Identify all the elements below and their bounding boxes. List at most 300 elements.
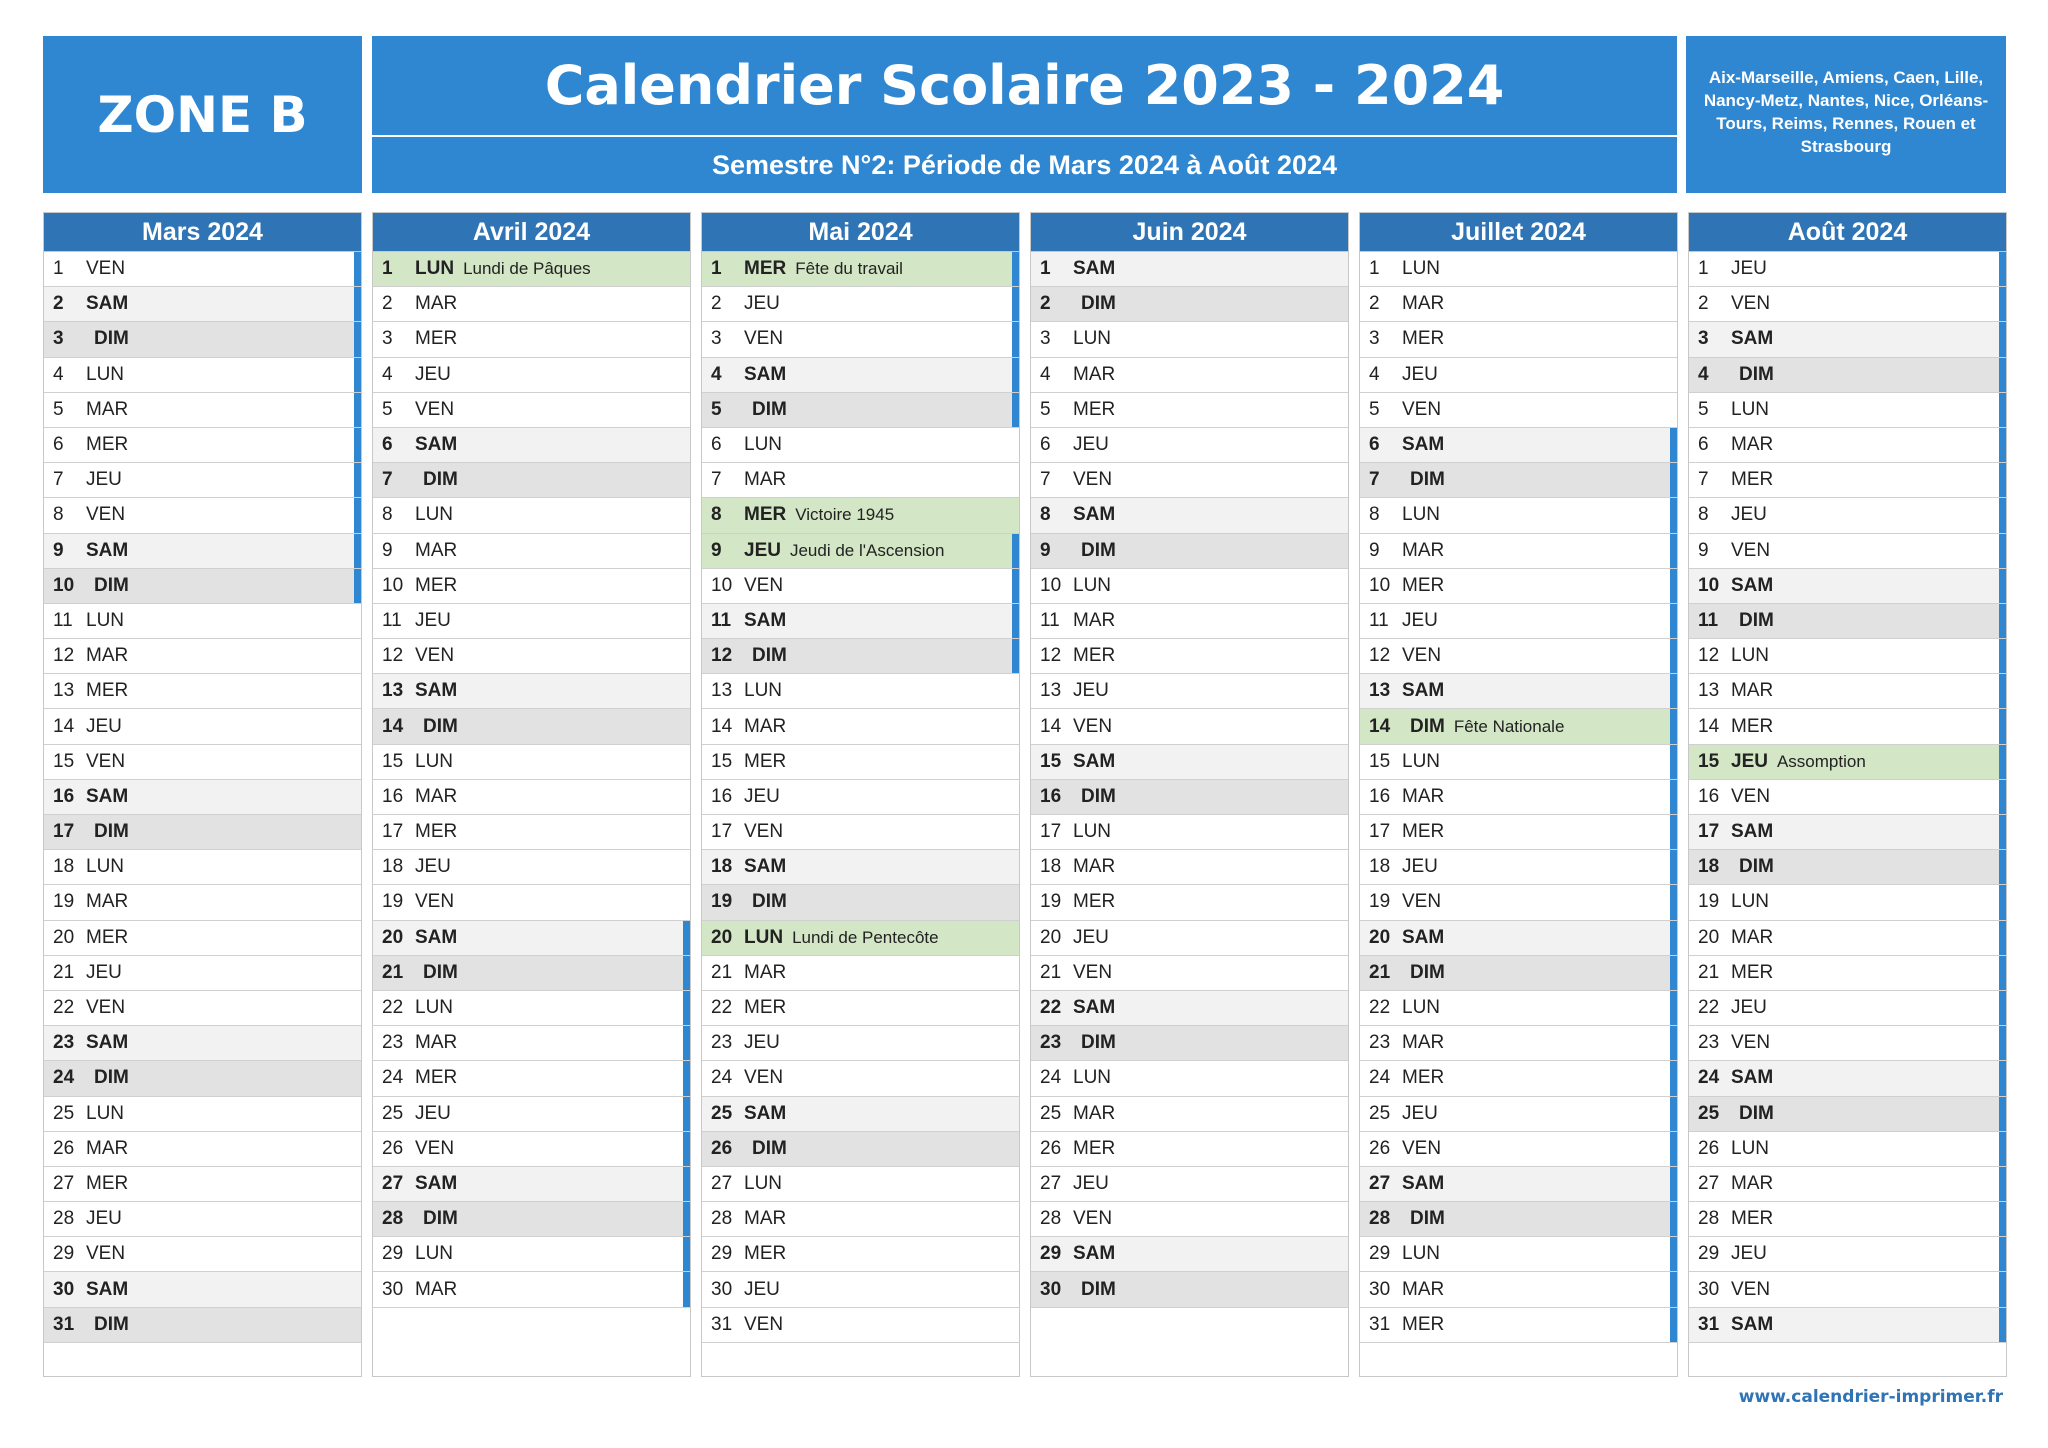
weekday-name: SAM xyxy=(1402,434,1445,456)
day-row xyxy=(1689,1097,2006,1132)
month-header: Août 2024 xyxy=(1689,213,2006,252)
weekday-name: JEU xyxy=(415,363,451,385)
day-row xyxy=(1360,1061,1677,1096)
weekday-name: LUN xyxy=(1402,997,1441,1019)
weekday-name: DIM xyxy=(94,1067,129,1089)
day-number: 28 xyxy=(53,1208,75,1230)
day-row xyxy=(1689,674,2006,709)
weekday-name: VEN xyxy=(415,645,455,667)
weekday-name: LUN xyxy=(1073,328,1112,350)
day-number: 6 xyxy=(382,434,393,456)
day-number: 28 xyxy=(711,1208,733,1230)
day-row xyxy=(44,604,361,639)
weekday-name: MER xyxy=(1731,715,1774,737)
day-number: 16 xyxy=(1369,785,1391,807)
day-row xyxy=(44,850,361,885)
day-row xyxy=(702,1097,1019,1132)
day-number: 19 xyxy=(711,891,733,913)
day-number: 15 xyxy=(711,750,733,772)
day-number: 31 xyxy=(711,1313,733,1335)
day-number: 21 xyxy=(711,961,733,983)
day-number: 9 xyxy=(53,539,64,561)
day-row xyxy=(373,1272,690,1307)
weekday-name: JEU xyxy=(1402,609,1438,631)
weekday-name: LUN xyxy=(1402,258,1441,280)
day-row xyxy=(1360,463,1677,498)
weekday-name: LUN xyxy=(86,609,125,631)
website-link[interactable]: www.calendrier-imprimer.fr xyxy=(1738,1387,2003,1407)
weekday-name: MAR xyxy=(1073,856,1116,878)
weekday-name: LUN xyxy=(415,750,454,772)
weekday-name: VEN xyxy=(1073,961,1113,983)
day-row xyxy=(1031,850,1348,885)
weekday-name: DIM xyxy=(1410,1208,1445,1230)
day-number: 7 xyxy=(711,469,722,491)
day-number: 4 xyxy=(1698,363,1709,385)
day-row xyxy=(1689,885,2006,920)
day-row xyxy=(373,1167,690,1202)
day-row xyxy=(1689,1167,2006,1202)
day-number: 1 xyxy=(1369,258,1380,280)
weekday-name: LUN xyxy=(1402,504,1441,526)
day-row xyxy=(1031,569,1348,604)
day-row xyxy=(1031,1061,1348,1096)
weekday-name: SAM xyxy=(1402,926,1445,948)
day-row xyxy=(1360,639,1677,674)
day-row xyxy=(1689,463,2006,498)
day-row xyxy=(44,569,361,604)
day-number: 13 xyxy=(711,680,733,702)
day-row xyxy=(1360,1132,1677,1167)
day-number: 9 xyxy=(1040,539,1051,561)
weekday-name: SAM xyxy=(86,293,129,315)
weekday-name: DIM xyxy=(1081,539,1116,561)
weekday-name: DIM xyxy=(423,961,458,983)
day-number: 16 xyxy=(1040,785,1062,807)
day-row xyxy=(702,358,1019,393)
day-row xyxy=(1031,1167,1348,1202)
day-number: 29 xyxy=(382,1243,404,1265)
weekday-name: LUN xyxy=(744,926,784,948)
day-number: 6 xyxy=(53,434,64,456)
day-number: 2 xyxy=(1698,293,1709,315)
day-number: 20 xyxy=(711,926,733,948)
zone-label: ZONE B xyxy=(43,36,362,193)
weekday-name: VEN xyxy=(1402,398,1442,420)
day-number: 10 xyxy=(711,574,733,596)
day-number: 18 xyxy=(1040,856,1062,878)
day-row xyxy=(1689,358,2006,393)
month-column xyxy=(372,212,691,1377)
weekday-name: SAM xyxy=(86,785,129,807)
day-row xyxy=(702,956,1019,991)
weekday-name: JEU xyxy=(86,469,122,491)
weekday-name: MAR xyxy=(1073,609,1116,631)
day-row xyxy=(373,1061,690,1096)
day-row xyxy=(1031,991,1348,1026)
month-column xyxy=(43,212,362,1377)
day-number: 8 xyxy=(1698,504,1709,526)
day-row xyxy=(1031,815,1348,850)
day-row xyxy=(44,709,361,744)
day-row xyxy=(702,1272,1019,1307)
day-number: 18 xyxy=(53,856,75,878)
day-row xyxy=(1031,1202,1348,1237)
day-row xyxy=(1689,709,2006,744)
day-row xyxy=(1031,674,1348,709)
day-row xyxy=(44,1026,361,1061)
weekday-name: DIM xyxy=(1081,1032,1116,1054)
weekday-name: JEU xyxy=(1731,258,1767,280)
weekday-name: MAR xyxy=(415,1278,458,1300)
day-number: 15 xyxy=(382,750,404,772)
day-number: 14 xyxy=(1040,715,1062,737)
weekday-name: VEN xyxy=(1402,1137,1442,1159)
weekday-name: LUN xyxy=(86,1102,125,1124)
day-number: 8 xyxy=(53,504,64,526)
day-number: 30 xyxy=(1369,1278,1391,1300)
weekday-name: JEU xyxy=(1731,750,1768,772)
weekday-name: VEN xyxy=(86,258,126,280)
day-row xyxy=(1689,956,2006,991)
day-row xyxy=(702,921,1019,956)
day-number: 22 xyxy=(382,997,404,1019)
day-row xyxy=(1689,780,2006,815)
weekday-name: MAR xyxy=(1073,1102,1116,1124)
weekday-name: VEN xyxy=(1731,1032,1771,1054)
day-number: 18 xyxy=(711,856,733,878)
day-row xyxy=(1031,1097,1348,1132)
day-row xyxy=(702,709,1019,744)
day-row xyxy=(44,885,361,920)
day-number: 11 xyxy=(1369,609,1389,631)
day-row xyxy=(373,991,690,1026)
day-row xyxy=(373,921,690,956)
weekday-name: LUN xyxy=(86,363,125,385)
day-number: 22 xyxy=(1040,997,1062,1019)
month-column xyxy=(1030,212,1349,1377)
day-row xyxy=(1360,534,1677,569)
day-row xyxy=(1360,956,1677,991)
day-number: 6 xyxy=(1698,434,1709,456)
day-number: 12 xyxy=(53,645,75,667)
day-row xyxy=(1031,709,1348,744)
weekday-name: MAR xyxy=(415,293,458,315)
day-number: 12 xyxy=(382,645,404,667)
day-row xyxy=(1689,287,2006,322)
day-row xyxy=(44,252,361,287)
weekday-name: MAR xyxy=(86,645,129,667)
month-header: Juillet 2024 xyxy=(1360,213,1677,252)
weekday-name: JEU xyxy=(744,785,780,807)
day-number: 6 xyxy=(1040,434,1051,456)
day-number: 7 xyxy=(1698,469,1709,491)
weekday-name: MER xyxy=(1073,645,1116,667)
day-number: 18 xyxy=(1698,856,1720,878)
day-row xyxy=(1360,1237,1677,1272)
weekday-name: VEN xyxy=(1073,715,1113,737)
day-number: 20 xyxy=(382,926,404,948)
day-number: 12 xyxy=(1040,645,1062,667)
weekday-name: DIM xyxy=(94,821,129,843)
day-row xyxy=(1360,252,1677,287)
weekday-name: DIM xyxy=(752,1137,787,1159)
day-number: 11 xyxy=(382,609,402,631)
weekday-name: VEN xyxy=(744,328,784,350)
weekday-name: MAR xyxy=(86,891,129,913)
day-row xyxy=(702,1308,1019,1343)
day-number: 10 xyxy=(382,574,404,596)
day-row xyxy=(1360,1308,1677,1343)
day-number: 9 xyxy=(711,539,722,561)
weekday-name: DIM xyxy=(1081,293,1116,315)
day-row xyxy=(1031,604,1348,639)
day-row xyxy=(373,1202,690,1237)
day-number: 13 xyxy=(53,680,75,702)
day-number: 28 xyxy=(1369,1208,1391,1230)
weekday-name: DIM xyxy=(1739,856,1774,878)
day-number: 4 xyxy=(711,363,722,385)
weekday-name: VEN xyxy=(744,574,784,596)
day-row xyxy=(1689,921,2006,956)
day-number: 12 xyxy=(1698,645,1720,667)
day-row xyxy=(1689,322,2006,357)
weekday-name: LUN xyxy=(1073,1067,1112,1089)
weekday-name: DIM xyxy=(423,715,458,737)
day-number: 30 xyxy=(382,1278,404,1300)
day-number: 3 xyxy=(382,328,393,350)
day-number: 29 xyxy=(1040,1243,1062,1265)
day-number: 31 xyxy=(1698,1313,1720,1335)
weekday-name: LUN xyxy=(1731,398,1770,420)
day-row xyxy=(702,1026,1019,1061)
weekday-name: VEN xyxy=(415,398,455,420)
day-number: 5 xyxy=(53,398,64,420)
day-row xyxy=(373,534,690,569)
weekday-name: SAM xyxy=(1402,1172,1445,1194)
day-number: 15 xyxy=(1040,750,1062,772)
weekday-name: LUN xyxy=(415,997,454,1019)
weekday-name: MER xyxy=(415,1067,458,1089)
day-number: 31 xyxy=(1369,1313,1391,1335)
day-number: 28 xyxy=(1698,1208,1720,1230)
day-number: 29 xyxy=(1369,1243,1391,1265)
day-number: 17 xyxy=(711,821,733,843)
day-number: 24 xyxy=(1040,1067,1062,1089)
weekday-name: JEU xyxy=(1073,434,1109,456)
day-number: 23 xyxy=(711,1032,733,1054)
day-number: 22 xyxy=(1369,997,1391,1019)
day-number: 30 xyxy=(1040,1278,1062,1300)
day-number: 17 xyxy=(1040,821,1062,843)
day-row xyxy=(1689,1132,2006,1167)
day-row xyxy=(44,322,361,357)
weekday-name: VEN xyxy=(1731,785,1771,807)
weekday-name: LUN xyxy=(1731,891,1770,913)
day-number: 21 xyxy=(1369,961,1391,983)
weekday-name: JEU xyxy=(1731,504,1767,526)
weekday-name: JEU xyxy=(1731,997,1767,1019)
day-row xyxy=(702,393,1019,428)
day-row xyxy=(1360,322,1677,357)
day-number: 30 xyxy=(711,1278,733,1300)
day-number: 16 xyxy=(53,785,75,807)
day-row xyxy=(1689,252,2006,287)
weekday-name: MAR xyxy=(1402,539,1445,561)
weekday-name: SAM xyxy=(415,434,458,456)
day-number: 27 xyxy=(1040,1172,1062,1194)
weekday-name: LUN xyxy=(415,1243,454,1265)
day-row xyxy=(373,358,690,393)
day-row xyxy=(44,1061,361,1096)
day-number: 21 xyxy=(382,961,404,983)
day-number: 14 xyxy=(53,715,75,737)
day-number: 13 xyxy=(382,680,404,702)
day-number: 16 xyxy=(711,785,733,807)
day-row xyxy=(373,498,690,533)
academies-list: Aix-Marseille, Amiens, Caen, Lille, Nancy-Metz, Nantes, Nice, Orléans-Tours, Reims, Rennes, Rouen et Strasbourg xyxy=(1686,36,2006,193)
day-row xyxy=(1689,1308,2006,1343)
day-number: 20 xyxy=(53,926,75,948)
weekday-name: DIM xyxy=(423,469,458,491)
day-row xyxy=(373,604,690,639)
day-number: 1 xyxy=(1040,258,1051,280)
day-row xyxy=(1360,1202,1677,1237)
day-number: 19 xyxy=(1369,891,1391,913)
day-number: 26 xyxy=(53,1137,75,1159)
day-row xyxy=(373,428,690,463)
day-row xyxy=(702,287,1019,322)
day-number: 9 xyxy=(382,539,393,561)
weekday-name: JEU xyxy=(744,293,780,315)
day-row xyxy=(1360,780,1677,815)
weekday-name: VEN xyxy=(415,1137,455,1159)
weekday-name: JEU xyxy=(744,1032,780,1054)
day-row xyxy=(702,850,1019,885)
day-row xyxy=(373,885,690,920)
weekday-name: DIM xyxy=(1410,469,1445,491)
months-grid xyxy=(43,212,2006,1377)
weekday-name: MER xyxy=(744,750,787,772)
day-number: 21 xyxy=(53,961,75,983)
day-number: 11 xyxy=(53,609,73,631)
weekday-name: DIM xyxy=(1739,609,1774,631)
weekday-name: DIM xyxy=(1739,363,1774,385)
day-number: 7 xyxy=(382,469,393,491)
weekday-name: MER xyxy=(1731,1208,1774,1230)
day-row xyxy=(1360,428,1677,463)
weekday-name: SAM xyxy=(744,856,787,878)
day-row xyxy=(1031,1132,1348,1167)
day-row xyxy=(44,921,361,956)
day-row xyxy=(1031,639,1348,674)
weekday-name: MER xyxy=(1073,398,1116,420)
day-row xyxy=(44,991,361,1026)
day-number: 15 xyxy=(1698,750,1720,772)
day-number: 8 xyxy=(711,504,722,526)
weekday-name: JEU xyxy=(415,609,451,631)
weekday-name: MAR xyxy=(415,539,458,561)
day-row xyxy=(373,1097,690,1132)
day-row xyxy=(1689,393,2006,428)
weekday-name: MER xyxy=(1073,1137,1116,1159)
weekday-name: MAR xyxy=(415,785,458,807)
day-number: 19 xyxy=(53,891,75,913)
weekday-name: MAR xyxy=(1731,434,1774,456)
day-row xyxy=(1689,991,2006,1026)
day-number: 3 xyxy=(1040,328,1051,350)
weekday-name: SAM xyxy=(1073,258,1116,280)
weekday-name: VEN xyxy=(86,997,126,1019)
day-row xyxy=(373,569,690,604)
day-number: 13 xyxy=(1369,680,1391,702)
day-number: 17 xyxy=(1698,821,1720,843)
day-number: 19 xyxy=(1698,891,1720,913)
weekday-name: DIM xyxy=(94,328,129,350)
day-number: 11 xyxy=(1698,609,1719,631)
weekday-name: MER xyxy=(744,1243,787,1265)
weekday-name: JEU xyxy=(1073,680,1109,702)
day-row xyxy=(1360,287,1677,322)
weekday-name: VEN xyxy=(1073,1208,1113,1230)
day-number: 31 xyxy=(53,1313,75,1335)
day-number: 30 xyxy=(53,1278,75,1300)
weekday-name: MAR xyxy=(744,469,787,491)
weekday-name: MER xyxy=(86,680,129,702)
title-divider xyxy=(372,135,1677,137)
day-number: 14 xyxy=(382,715,404,737)
empty-day-row xyxy=(1031,1308,1348,1343)
weekday-name: MER xyxy=(744,258,787,280)
day-row xyxy=(1031,498,1348,533)
day-number: 3 xyxy=(1698,328,1709,350)
day-number: 29 xyxy=(53,1243,75,1265)
month-header: Mai 2024 xyxy=(702,213,1019,252)
weekday-name: MAR xyxy=(1402,1032,1445,1054)
day-number: 17 xyxy=(1369,821,1391,843)
day-number: 19 xyxy=(1040,891,1062,913)
weekday-name: VEN xyxy=(1731,539,1771,561)
day-number: 25 xyxy=(1698,1102,1720,1124)
day-row xyxy=(1360,498,1677,533)
day-number: 22 xyxy=(711,997,733,1019)
weekday-name: MAR xyxy=(1073,363,1116,385)
day-row xyxy=(1689,745,2006,780)
day-number: 23 xyxy=(1698,1032,1720,1054)
day-number: 2 xyxy=(382,293,393,315)
day-row xyxy=(373,709,690,744)
day-row xyxy=(702,1061,1019,1096)
holiday-label: Fête du travail xyxy=(795,259,903,279)
day-number: 1 xyxy=(53,258,64,280)
day-number: 26 xyxy=(382,1137,404,1159)
holiday-label: Lundi de Pâques xyxy=(463,259,591,279)
weekday-name: VEN xyxy=(86,504,126,526)
day-number: 26 xyxy=(1369,1137,1391,1159)
day-number: 3 xyxy=(53,328,64,350)
day-number: 3 xyxy=(711,328,722,350)
day-row xyxy=(373,252,690,287)
day-row xyxy=(702,498,1019,533)
weekday-name: JEU xyxy=(744,539,781,561)
day-row xyxy=(373,1132,690,1167)
weekday-name: SAM xyxy=(1073,1243,1116,1265)
day-number: 2 xyxy=(711,293,722,315)
day-number: 21 xyxy=(1040,961,1062,983)
day-number: 5 xyxy=(711,398,722,420)
day-row xyxy=(1689,569,2006,604)
day-row xyxy=(702,252,1019,287)
